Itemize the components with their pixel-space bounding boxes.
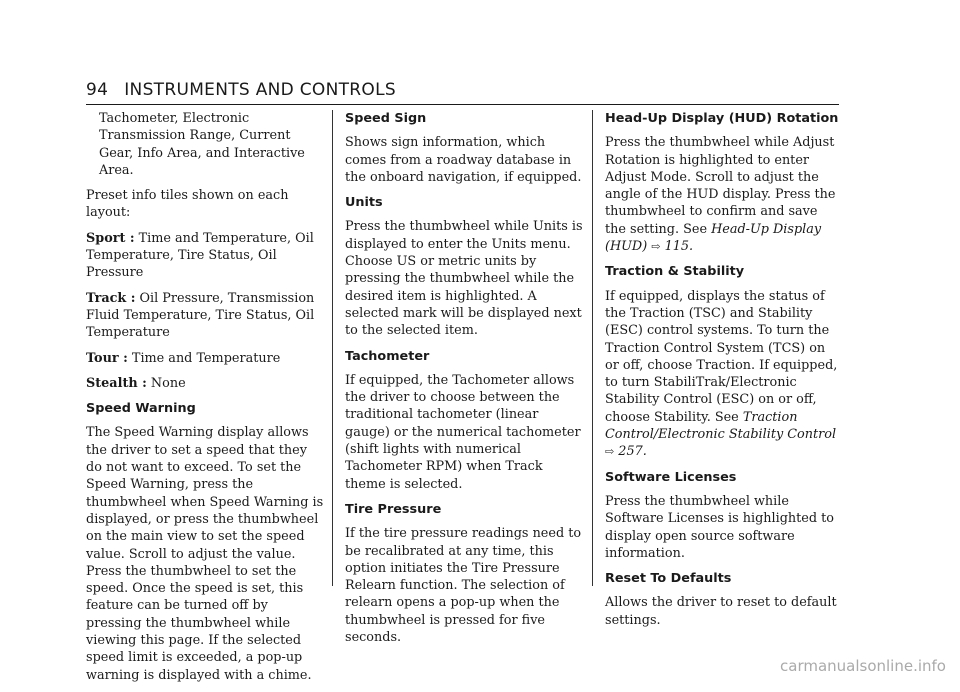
speed-sign-body: Shows sign information, which comes from a roadway database in the onboard navigation, if equipped.	[345, 135, 582, 185]
speed-sign-heading: Speed Sign	[345, 111, 427, 126]
hud-rotation-body	[605, 134, 841, 255]
page-ref-arrow-icon: ⇨	[651, 240, 661, 254]
column-divider	[332, 110, 333, 586]
section-title: INSTRUMENTS AND CONTROLS	[124, 80, 396, 100]
units-heading: Units	[345, 195, 383, 211]
layout-sport	[86, 230, 326, 282]
layout-track	[86, 290, 326, 342]
layout-tour	[86, 350, 326, 367]
speed-warning-heading: Speed Warning	[86, 401, 196, 417]
reset-defaults-body: Allows the driver to reset to default settings.	[605, 595, 837, 628]
traction-page-ref[interactable]: 257.	[618, 444, 647, 460]
units-body: Press the thumbwheel while Units is displayed to enter the Units menu. Choose US or metric units by pressing the thumbwheel while the desired item is highlighted. A selected mark will be displayed next to the selected item.	[345, 219, 583, 339]
traction-stability-heading: Traction & Stability	[605, 264, 745, 280]
tire-pressure-heading: Tire Pressure	[345, 501, 442, 517]
column-divider	[592, 110, 593, 586]
layout-label: Track :	[86, 290, 136, 306]
layout-value: Time and Temperature	[131, 350, 281, 366]
software-licenses-heading: Software Licenses	[605, 469, 737, 485]
hud-body-text: Press the thumbwheel while Adjust Rotation is highlighted to enter Adjust Mode. Scroll to adjust the angle of the HUD display. Press the thumbwheel to confirm and save the setting. See	[605, 135, 836, 237]
layout-stealth	[86, 375, 326, 392]
column-1	[86, 110, 326, 692]
layout-label: Stealth :	[86, 375, 147, 391]
layout-label: Tour :	[86, 350, 128, 366]
header-rule	[86, 104, 839, 105]
watermark: carmanualsonline.info	[780, 657, 946, 675]
hud-page-ref[interactable]: 115.	[664, 239, 694, 255]
page-number: 94	[86, 80, 109, 100]
layout-label: Sport :	[86, 230, 135, 246]
traction-cross-reference[interactable]: Traction Control/Electronic Stability Control	[605, 409, 837, 443]
page-ref-arrow-icon: ⇨	[605, 445, 615, 459]
traction-body-text: If equipped, displays the status of the Traction (TSC) and Stability (ESC) control systems. To turn the Traction Control System (TCS) on or off, choose Traction. If equipped, to turn StabiliTrak/Electronic Stability Control (ESC) on or off, choose Stability. See	[605, 288, 838, 425]
hud-cross-reference[interactable]: Head-Up Display (HUD)	[605, 221, 822, 255]
reset-defaults-heading: Reset To Defaults	[605, 571, 732, 587]
layout-value: Oil Pressure, Transmission Fluid Temperature, Tire Status, Oil Temperature	[86, 290, 315, 341]
hud-rotation-heading: Head-Up Display (HUD) Rotation	[605, 111, 839, 126]
column-2	[345, 110, 585, 654]
layout-value: None	[150, 375, 186, 391]
column-3	[605, 110, 841, 637]
layout-value: Time and Temperature, Oil Temperature, Tire Status, Oil Pressure	[86, 230, 314, 281]
traction-stability-body	[605, 288, 841, 461]
speed-warning-body: The Speed Warning display allows the driver to set a speed that they do not want to exceed. To set the Speed Warning, press the thumbwheel when Speed Warning is displayed, or press the thumbwheel on the main view to set the speed value. Scroll to adjust the value. Press the thumbwheel to set the speed. Once the speed is set, this feature can be turned off by pressing the thumbwheel while viewing this page. If the selected speed limit is exceeded, a pop-up warning is displayed with a chime.	[86, 425, 324, 683]
page-header	[86, 80, 396, 100]
tachometer-body: If equipped, the Tachometer allows the driver to choose between the traditional tachometer (linear gauge) or the numerical tachometer (shift lights with numerical Tachometer RPM) when Track theme is selected.	[345, 372, 581, 492]
continuation-text: Tachometer, Electronic Transmission Range, Current Gear, Info Area, and Interactive Area.	[99, 111, 305, 178]
tire-pressure-body: If the tire pressure readings need to be recalibrated at any time, this option initiates the Tire Pressure Relearn function. The selection of relearn opens a pop-up when the thumbwheel is pressed for five seconds.	[345, 526, 582, 646]
software-licenses-body: Press the thumbwheel while Software Licenses is highlighted to display open source software information.	[605, 493, 834, 561]
tachometer-heading: Tachometer	[345, 348, 430, 364]
preset-intro: Preset info tiles shown on each layout:	[86, 188, 289, 221]
